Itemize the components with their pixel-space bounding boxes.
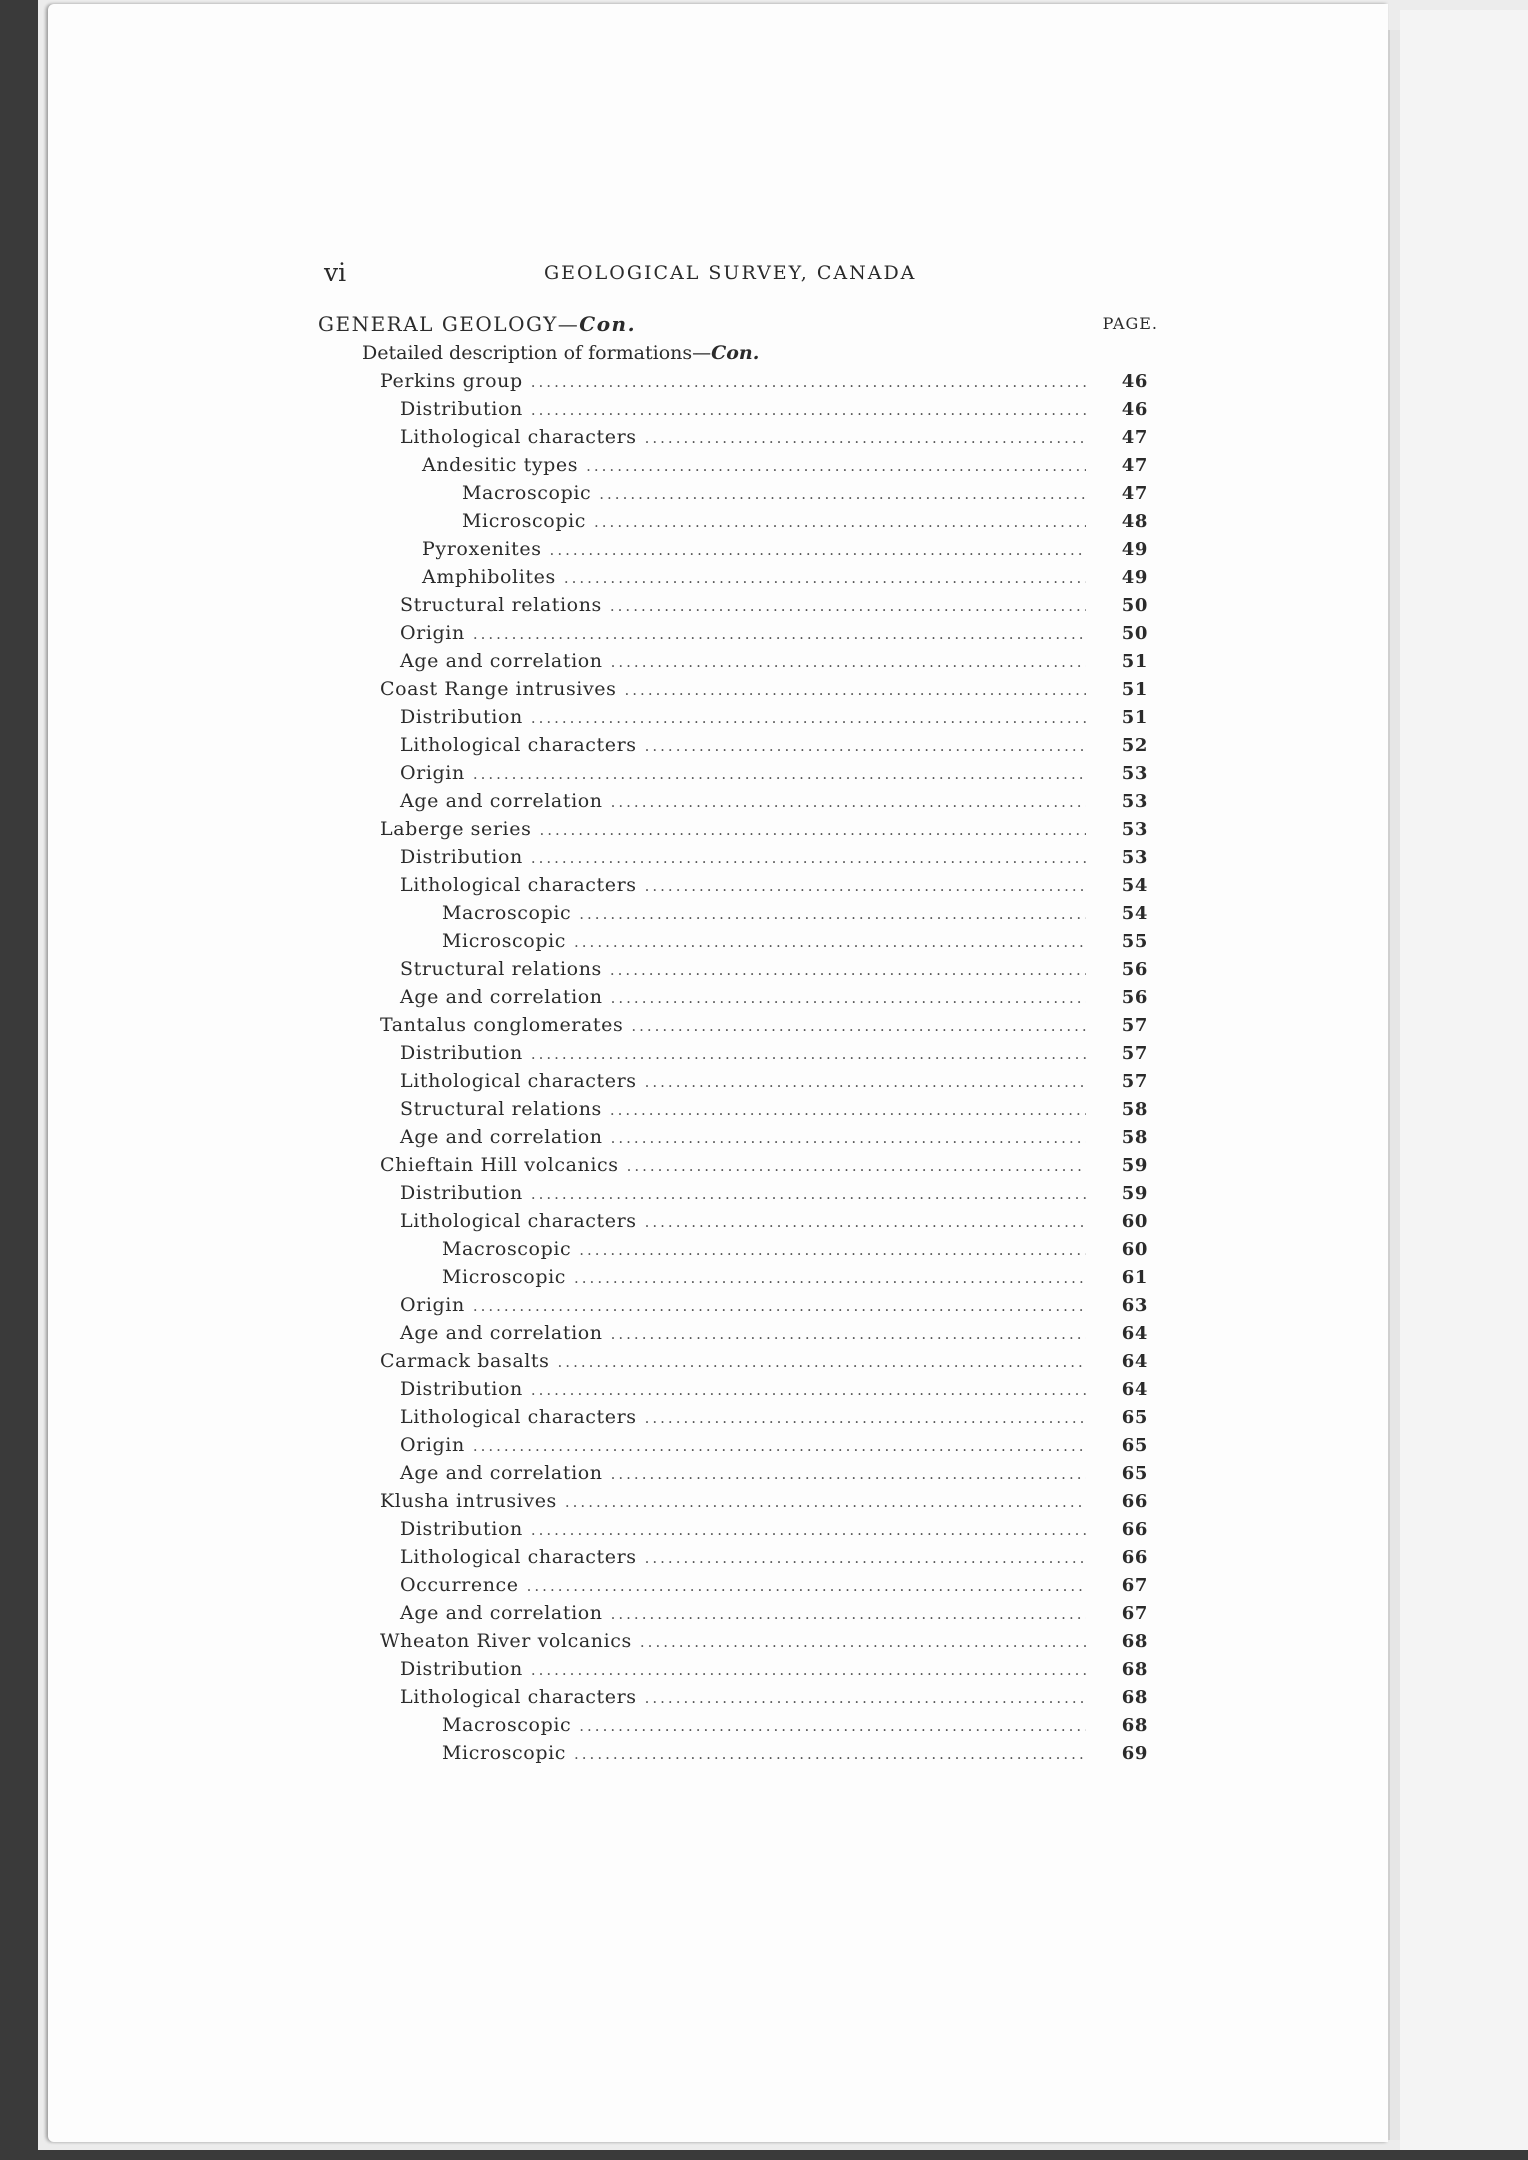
toc-entry-label: Wheaton River volcanics [380,1630,632,1652]
toc-entry-page: 68 [1121,1715,1148,1736]
toc-entry-page: 66 [1121,1547,1148,1568]
dot-leader [531,709,1086,727]
toc-entry-label: Occurrence [400,1574,519,1596]
toc-entry [318,1686,1158,1714]
dot-leader [610,597,1086,615]
toc-entry-page: 60 [1121,1239,1148,1260]
toc-entry-page: 56 [1121,987,1148,1008]
toc-entry [318,1658,1158,1686]
dot-leader [627,1157,1086,1175]
dot-leader [645,737,1086,755]
toc-entry [318,986,1158,1014]
dot-leader [645,1689,1086,1707]
toc-entry [318,622,1158,650]
toc-entry-label: Origin [400,762,465,784]
dot-leader [645,1409,1086,1427]
toc-entry [318,874,1158,902]
dot-leader [645,877,1086,895]
dot-leader [611,1465,1086,1483]
toc-entry [318,482,1158,510]
dot-leader [586,457,1086,475]
toc-entry-page: 60 [1121,1211,1148,1232]
toc-entry-page: 68 [1121,1687,1148,1708]
toc-entry-page: 46 [1121,399,1148,420]
toc-entry-label: Distribution [400,1042,523,1064]
dot-leader [531,1185,1086,1203]
toc-entry [318,1378,1158,1406]
toc-entry-page: 68 [1121,1631,1148,1652]
toc-entry [318,370,1158,398]
toc-entry-page: 68 [1121,1659,1148,1680]
toc-entry-page: 57 [1121,1043,1148,1064]
dot-leader [531,373,1086,391]
dot-leader [550,541,1086,559]
toc-entry [318,1490,1158,1518]
dot-leader [579,905,1086,923]
toc-entry-label: Lithological characters [400,1546,637,1568]
toc-entries [318,370,1158,1770]
toc-entry [318,426,1158,454]
toc-entry-label: Lithological characters [400,1210,637,1232]
dot-leader [579,1717,1086,1735]
toc-entry [318,594,1158,622]
toc-entry [318,1294,1158,1322]
toc-entry-label: Distribution [400,846,523,868]
dot-leader [611,989,1086,1007]
toc-entry-label: Lithological characters [400,874,637,896]
toc-entry [318,930,1158,958]
dot-leader [574,933,1086,951]
toc-entry-page: 64 [1121,1323,1148,1344]
toc-entry [318,790,1158,818]
toc-entry-page: 57 [1121,1015,1148,1036]
toc-entry-label: Origin [400,622,465,644]
dot-leader [599,485,1086,503]
dot-leader [558,1353,1086,1371]
toc-entry [318,1574,1158,1602]
dot-leader [531,1661,1086,1679]
toc-entry [318,1098,1158,1126]
toc-entry-label: Distribution [400,1182,523,1204]
toc-entry-label: Amphibolites [422,566,556,588]
toc-entry-label: Distribution [400,1378,523,1400]
toc-entry-label: Macroscopic [442,1714,572,1736]
dot-leader [565,1493,1086,1511]
dot-leader [531,849,1086,867]
toc-entry-page: 56 [1121,959,1148,980]
toc-entry [318,538,1158,566]
toc-entry-label: Age and correlation [400,650,603,672]
dot-leader [611,793,1086,811]
toc-entry [318,454,1158,482]
toc-entry [318,510,1158,538]
dot-leader [473,765,1086,783]
toc-entry-label: Structural relations [400,1098,602,1120]
toc-entry-label: Lithological characters [400,1406,637,1428]
toc-entry-label: Distribution [400,398,523,420]
toc-entry-page: 69 [1121,1743,1148,1764]
dot-leader [631,1017,1086,1035]
toc-entry [318,1238,1158,1266]
dot-leader [611,1129,1086,1147]
dot-leader [610,1101,1086,1119]
dot-leader [473,1437,1086,1455]
toc-entry [318,566,1158,594]
dot-leader [611,1605,1086,1623]
facing-page-edge [1400,10,1528,2150]
section-heading [318,312,1158,342]
toc-entry-page: 53 [1121,791,1148,812]
dot-leader [531,401,1086,419]
toc-entry-page: 49 [1121,539,1148,560]
toc-entry-label: Macroscopic [442,1238,572,1260]
toc-entry-page: 54 [1121,875,1148,896]
page-column-label: PAGE. [1102,314,1158,333]
dot-leader [531,1381,1086,1399]
toc-entry-label: Age and correlation [400,1322,603,1344]
toc-entry-label: Lithological characters [400,426,637,448]
toc-entry-page: 67 [1121,1575,1148,1596]
toc-entry-page: 51 [1121,651,1148,672]
toc-entry-page: 65 [1121,1435,1148,1456]
toc-entry-page: 67 [1121,1603,1148,1624]
toc-entry [318,1406,1158,1434]
section-title-suffix: Con. [579,312,637,336]
toc-entry [318,1602,1158,1630]
toc-entry-label: Microscopic [442,1742,567,1764]
toc-entry-page: 54 [1121,903,1148,924]
toc-entry [318,846,1158,874]
toc-entry [318,1210,1158,1238]
page-header [324,258,1154,288]
toc-entry-page: 49 [1121,567,1148,588]
toc-entry-label: Carmack basalts [380,1350,550,1372]
dot-leader [473,1297,1086,1315]
toc-entry-page: 58 [1121,1099,1148,1120]
toc-entry-label: Distribution [400,1518,523,1540]
toc-entry [318,958,1158,986]
toc-entry-label: Age and correlation [400,986,603,1008]
page-folio: vi [324,258,347,287]
dot-leader [625,681,1086,699]
dot-leader [610,961,1086,979]
toc-entry-page: 65 [1121,1407,1148,1428]
toc-entry-page: 66 [1121,1491,1148,1512]
toc-entry-label: Klusha intrusives [380,1490,557,1512]
toc-entry-page: 51 [1121,707,1148,728]
toc-entry-label: Tantalus conglomerates [380,1014,624,1036]
dot-leader [611,1325,1086,1343]
toc-entry [318,1014,1158,1042]
toc-entry-label: Microscopic [442,930,567,952]
toc-entry [318,706,1158,734]
toc-entry-label: Pyroxenites [422,538,542,560]
dot-leader [574,1269,1086,1287]
toc-entry-page: 52 [1121,735,1148,756]
dot-leader [473,625,1086,643]
toc-entry-page: 59 [1121,1183,1148,1204]
toc-entry [318,1434,1158,1462]
toc-entry-page: 55 [1121,931,1148,952]
dot-leader [539,821,1086,839]
subheading-text: Detailed description of formations— [362,342,712,364]
toc-entry-label: Lithological characters [400,734,637,756]
dot-leader [531,1521,1086,1539]
toc-entry-label: Structural relations [400,958,602,980]
toc-entry [318,1518,1158,1546]
toc-entry-label: Andesitic types [422,454,579,476]
toc-entry [318,1350,1158,1378]
toc-entry-label: Origin [400,1294,465,1316]
toc-entry-label: Laberge series [380,818,532,840]
toc-entry-label: Distribution [400,1658,523,1680]
toc-entry-page: 51 [1121,679,1148,700]
toc-entry-page: 47 [1121,455,1148,476]
toc-entry [318,1546,1158,1574]
dot-leader [645,1213,1086,1231]
toc-entry-label: Chieftain Hill volcanics [380,1154,619,1176]
toc-entry [318,1266,1158,1294]
toc-entry-label: Lithological characters [400,1686,637,1708]
subheading [318,342,1158,370]
toc-entry-page: 53 [1121,763,1148,784]
toc-entry-label: Microscopic [462,510,587,532]
toc-entry [318,1070,1158,1098]
toc-entry-page: 64 [1121,1351,1148,1372]
toc-entry-page: 48 [1121,511,1148,532]
toc-entry-label: Distribution [400,706,523,728]
toc-entry [318,1742,1158,1770]
toc-entry-label: Origin [400,1434,465,1456]
toc-entry [318,1714,1158,1742]
toc-entry [318,1322,1158,1350]
dot-leader [645,1549,1086,1567]
table-of-contents [318,312,1158,1770]
toc-entry-label: Age and correlation [400,790,603,812]
toc-entry-page: 47 [1121,427,1148,448]
toc-entry [318,1462,1158,1490]
dot-leader [611,653,1086,671]
toc-entry-page: 63 [1121,1295,1148,1316]
toc-entry [318,1182,1158,1210]
toc-entry [318,678,1158,706]
toc-entry-page: 64 [1121,1379,1148,1400]
toc-entry-label: Age and correlation [400,1126,603,1148]
toc-entry-label: Macroscopic [462,482,592,504]
toc-entry-label: Perkins group [380,370,523,392]
toc-entry [318,650,1158,678]
dot-leader [531,1045,1086,1063]
dot-leader [527,1577,1086,1595]
toc-entry [318,1126,1158,1154]
toc-entry-page: 65 [1121,1463,1148,1484]
dot-leader [564,569,1086,587]
toc-entry-page: 53 [1121,819,1148,840]
toc-entry-page: 50 [1121,623,1148,644]
toc-entry-page: 50 [1121,595,1148,616]
toc-entry-label: Macroscopic [442,902,572,924]
dot-leader [579,1241,1086,1259]
toc-entry-page: 53 [1121,847,1148,868]
dot-leader [574,1745,1086,1763]
toc-entry-page: 57 [1121,1071,1148,1092]
toc-entry-page: 61 [1121,1267,1148,1288]
toc-entry [318,398,1158,426]
toc-entry [318,902,1158,930]
toc-entry-label: Microscopic [442,1266,567,1288]
toc-entry [318,818,1158,846]
toc-entry-label: Structural relations [400,594,602,616]
toc-entry-label: Coast Range intrusives [380,678,617,700]
dot-leader [640,1633,1086,1651]
toc-entry [318,1042,1158,1070]
dot-leader [645,1073,1086,1091]
dot-leader [594,513,1086,531]
toc-entry-page: 46 [1121,371,1148,392]
toc-entry [318,1154,1158,1182]
toc-entry-page: 47 [1121,483,1148,504]
toc-entry-label: Age and correlation [400,1462,603,1484]
dot-leader [645,429,1086,447]
running-title: GEOLOGICAL SURVEY, CANADA [544,262,917,284]
toc-entry-label: Age and correlation [400,1602,603,1624]
toc-entry [318,762,1158,790]
toc-entry-label: Lithological characters [400,1070,637,1092]
toc-entry-page: 66 [1121,1519,1148,1540]
toc-entry [318,1630,1158,1658]
toc-entry [318,734,1158,762]
toc-entry-page: 58 [1121,1127,1148,1148]
subheading-suffix: Con. [711,342,760,364]
section-title: GENERAL GEOLOGY— [318,312,580,336]
toc-entry-page: 59 [1121,1155,1148,1176]
